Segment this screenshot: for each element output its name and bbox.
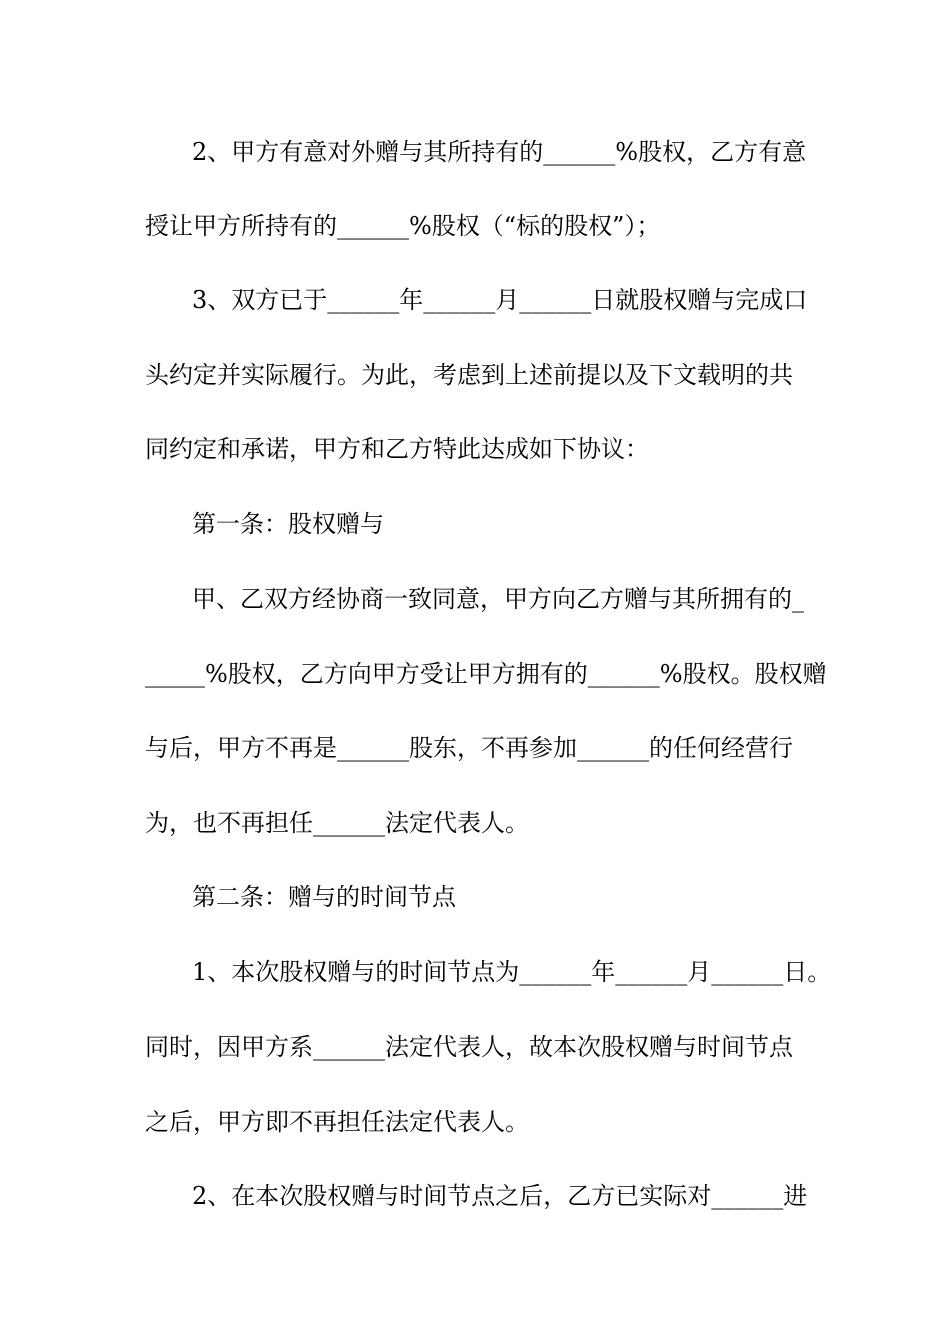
paragraph-line: 甲、乙双方经协商一致同意，甲方向乙方赠与其所拥有的_: [192, 585, 804, 613]
paragraph-line: 为，也不再担任______法定代表人。: [145, 809, 529, 837]
paragraph-line: 2、在本次股权赠与时间节点之后，乙方已实际对______进: [192, 1182, 808, 1210]
paragraph-line: 同约定和承诺，甲方和乙方特此达成如下协议：: [145, 435, 649, 463]
paragraph-line: _____%股权，乙方向甲方受让甲方拥有的______%股权。股权赠: [145, 660, 827, 688]
paragraph-line: 2、甲方有意对外赠与其所持有的______%股权，乙方有意: [192, 138, 807, 166]
paragraph-line: 授让甲方所持有的______%股权（“标的股权”）；: [145, 212, 661, 240]
paragraph-line: 同时，因甲方系______法定代表人，故本次股权赠与时间节点: [145, 1033, 793, 1061]
paragraph-line: 之后，甲方即不再担任法定代表人。: [145, 1108, 529, 1136]
paragraph-line: 头约定并实际履行。为此，考虑到上述前提以及下文载明的共: [145, 361, 793, 389]
article-heading: 第一条：股权赠与: [192, 510, 384, 538]
article-heading: 第二条：赠与的时间节点: [192, 883, 456, 911]
paragraph-line: 1、本次股权赠与的时间节点为______年______月______日。: [192, 958, 832, 986]
paragraph-line: 3、双方已于______年______月______日就股权赠与完成口: [192, 286, 808, 314]
paragraph-line: 与后，甲方不再是______股东，不再参加______的任何经营行: [145, 734, 793, 762]
